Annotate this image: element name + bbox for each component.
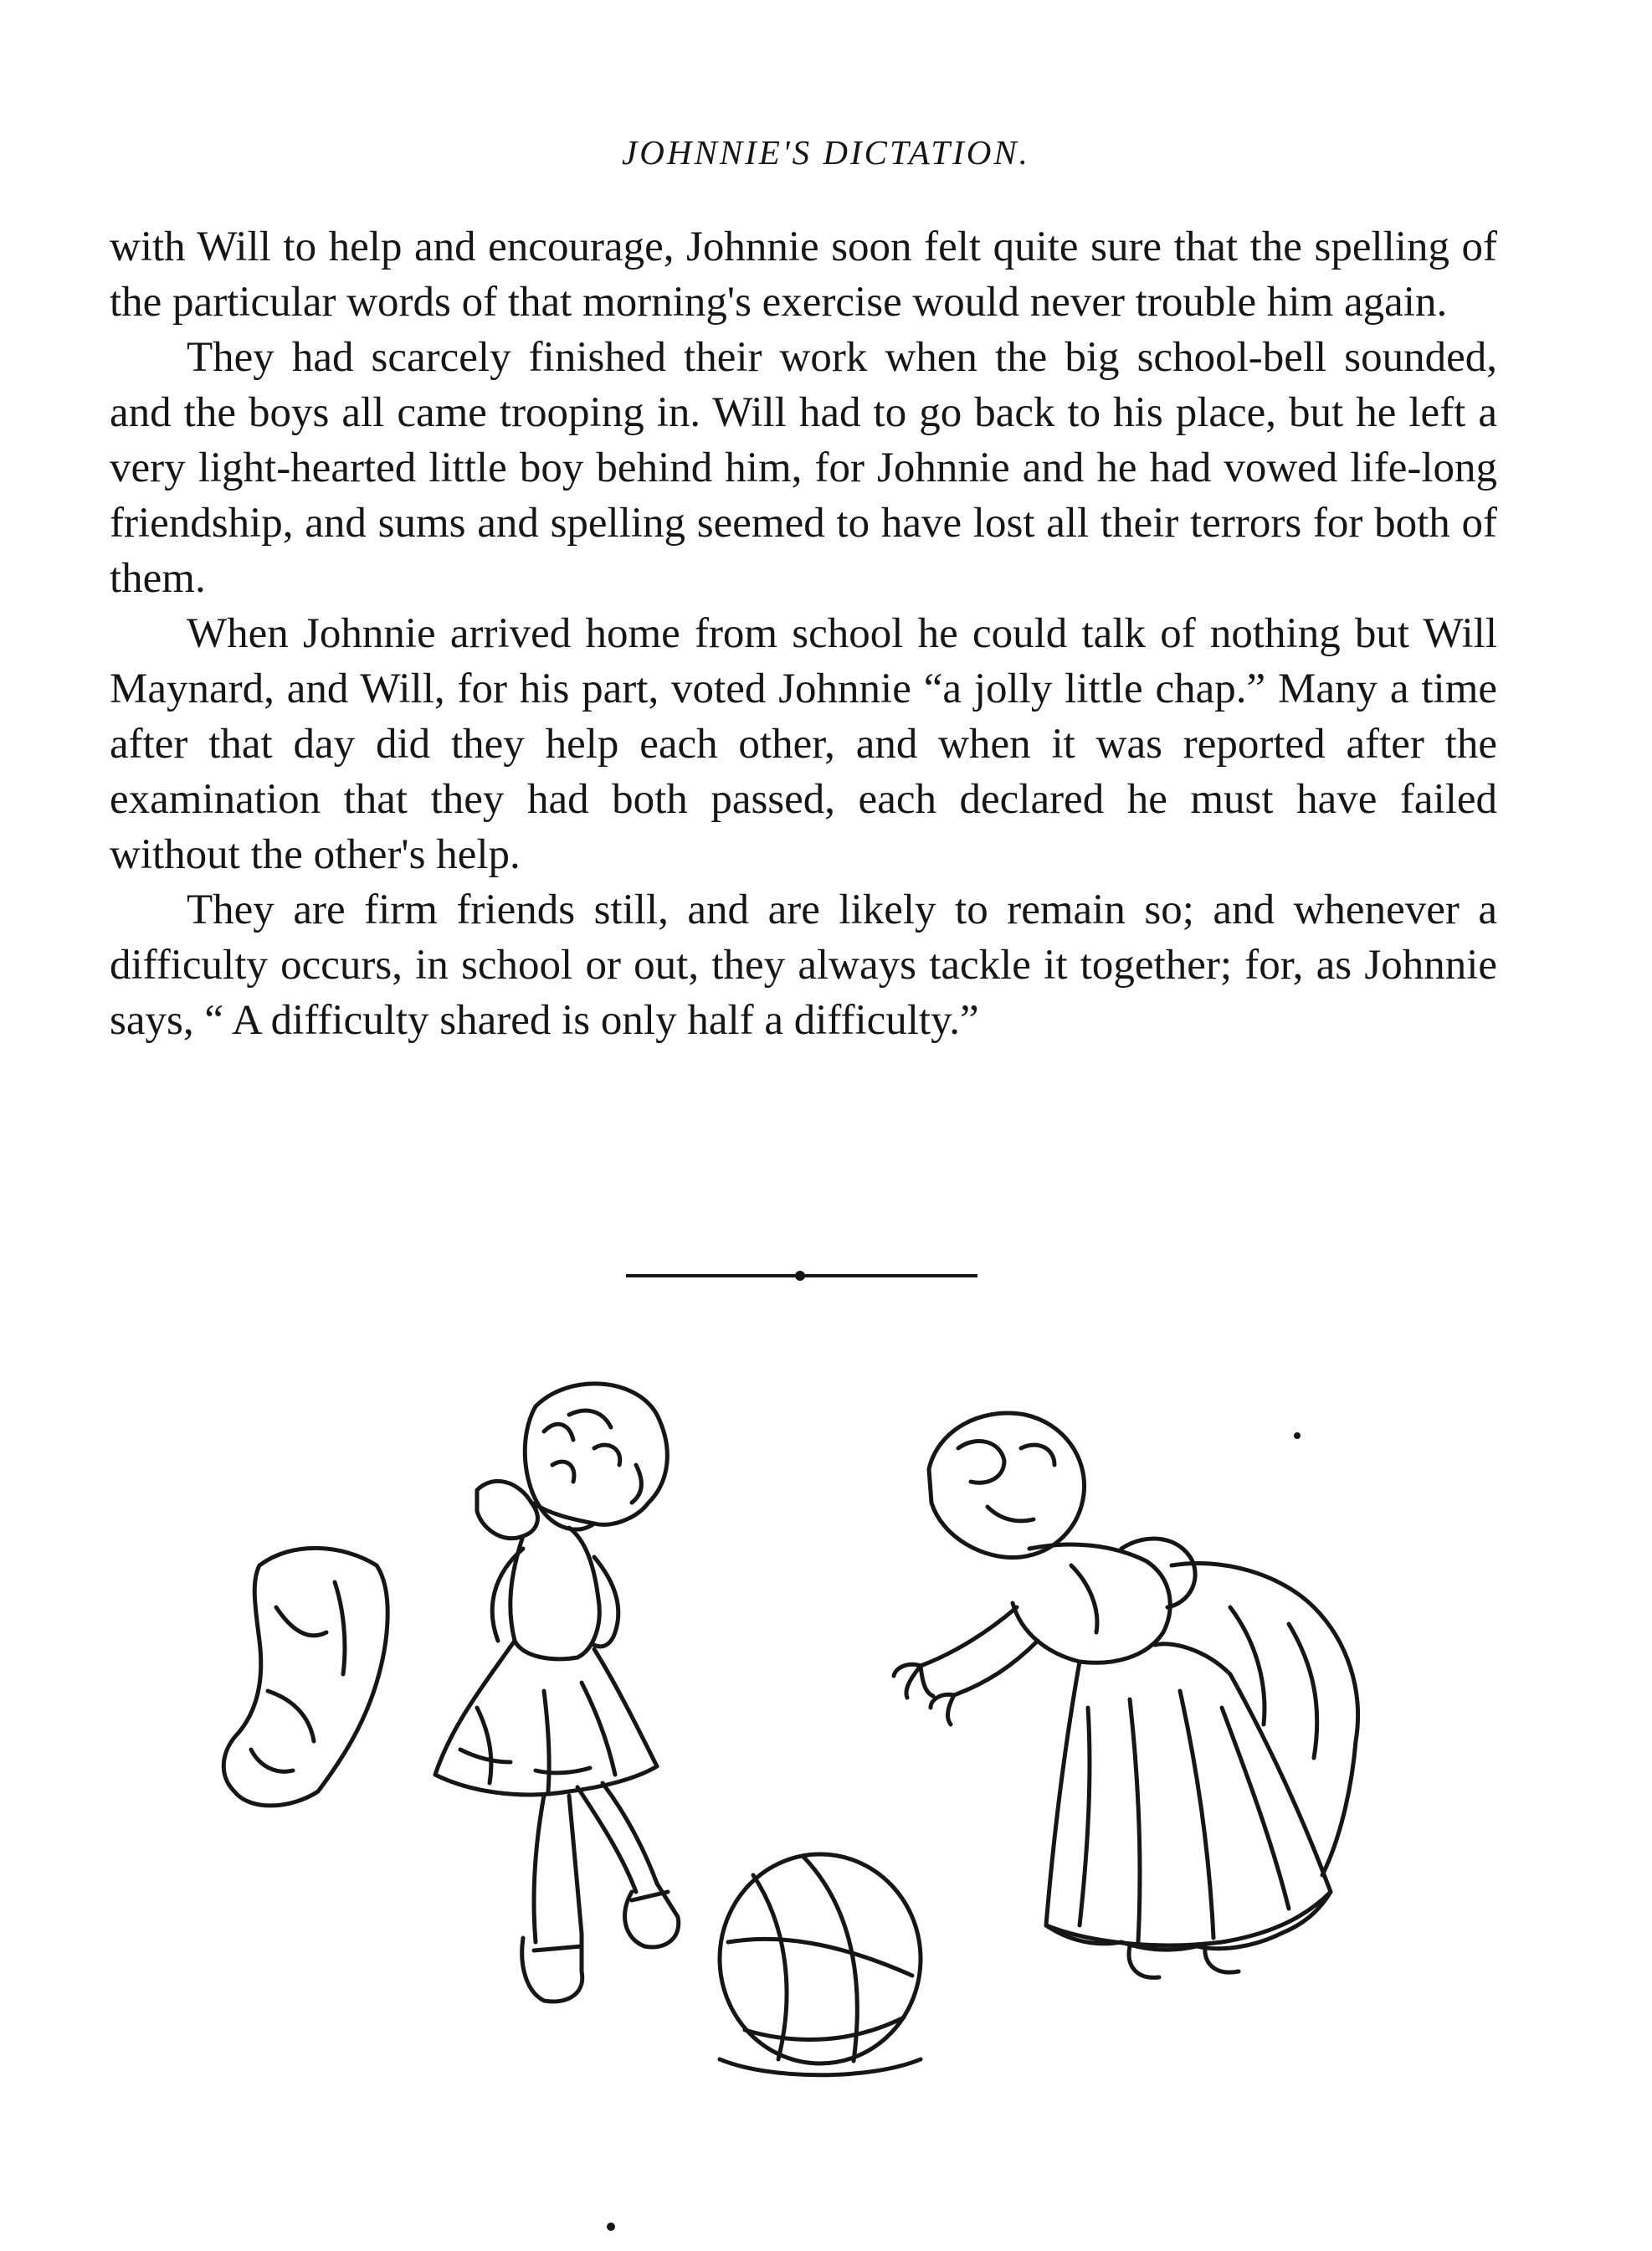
children-with-ball-illustration: [201, 1356, 1423, 2243]
paragraph-arrived-home: When Johnnie arrived home from school he could talk of nothing but Will Maynard, and Will, for his part, voted Johnnie “a jolly little chap.” Many a time after that day did they help each other, and when it was reported after the examination that they had both passed, each declared he must have failed without the other's help.: [110, 610, 1497, 878]
section-divider-dot: [795, 1271, 805, 1281]
running-head: JOHNNIE'S DICTATION.: [622, 133, 1030, 172]
paragraph-continuation: with Will to help and encourage, Johnnie soon felt quite sure that the spelling of the particular words of that morning's exercise would never trouble him again.: [110, 224, 1497, 326]
left-girl-figure: [223, 1384, 679, 2002]
right-girl-figure: [894, 1413, 1358, 1977]
paragraph-firm-friends: They are firm friends still, and are likely to remain so; and whenever a difficulty occurs, in school or out, they always tackle it together; for, as Johnnie says, “ A difficulty shared is only half a difficulty.”: [110, 887, 1497, 1044]
body-text: [110, 219, 1497, 1048]
ink-specks: [607, 1432, 1301, 2231]
paragraph-school-bell: They had scarcely finished their work when the big school-bell sounded, and the boys all came trooping in. Will had to go back to his place, but he left a very light-hearted little boy behind him, for Johnnie and he had vowed life-long friendship, and sums and spelling seemed to have lost all their terrors for both of them.: [110, 334, 1497, 602]
ball: [720, 1854, 921, 2075]
